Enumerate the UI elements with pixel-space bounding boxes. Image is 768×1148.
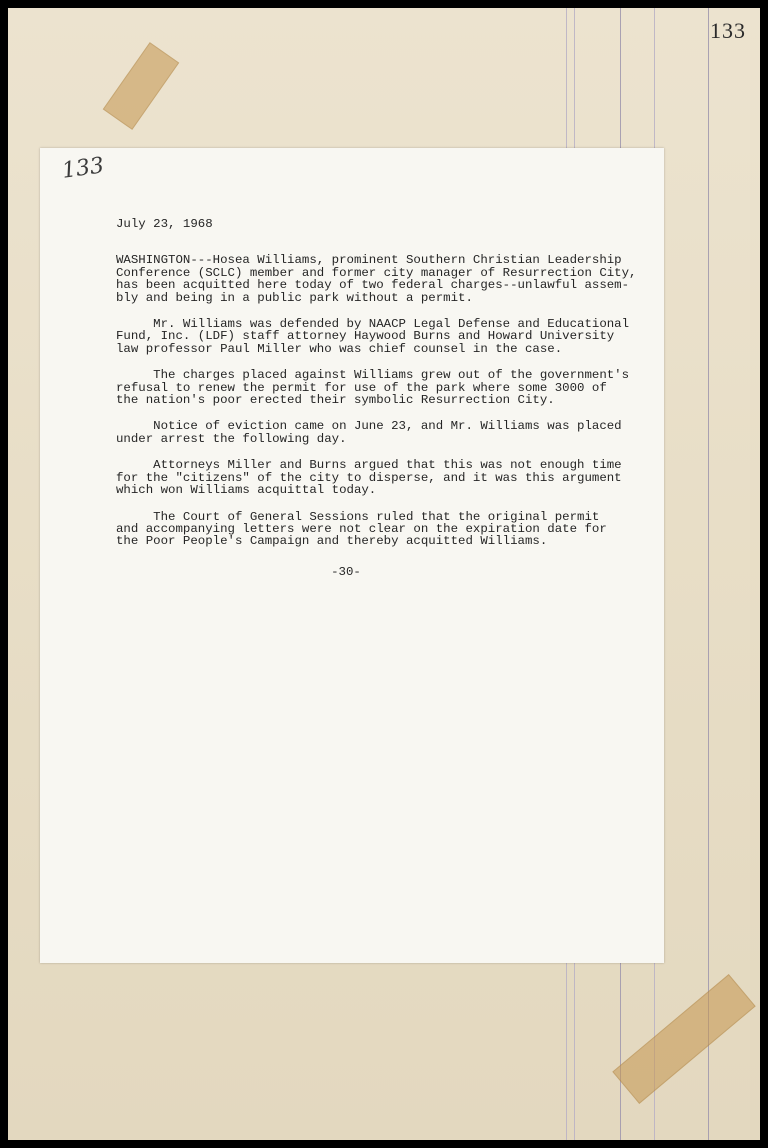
text-line: WASHINGTON---Hosea Williams, prominent Southern Christian Leadership bbox=[116, 253, 622, 268]
paragraph-4 bbox=[116, 420, 656, 445]
text-line: law professor Paul Miller who was chief counsel in the case. bbox=[116, 341, 563, 356]
end-mark: -30- bbox=[331, 564, 361, 579]
text-line: has been acquitted here today of two federal charges--unlawful assem- bbox=[116, 278, 630, 293]
text-line: The Court of General Sessions ruled that the original permit bbox=[116, 509, 600, 524]
document-body bbox=[116, 218, 656, 578]
paragraph-3 bbox=[116, 369, 656, 406]
text-line: and accompanying letters were not clear on the expiration date for bbox=[116, 521, 607, 536]
text-line: under arrest the following day. bbox=[116, 431, 347, 446]
text-line: for the "citizens" of the city to disperse, and it was this argument bbox=[116, 470, 622, 485]
text-line: The charges placed against Williams grew out of the government's bbox=[116, 368, 630, 383]
text-line: Attorneys Miller and Burns argued that this was not enough time bbox=[116, 458, 622, 473]
tape-strip bbox=[103, 42, 180, 130]
text-line: Conference (SCLC) member and former city manager of Resurrection City, bbox=[116, 265, 637, 280]
folio-number: 133 bbox=[710, 18, 746, 43]
text-line: Mr. Williams was defended by NAACP Legal Defense and Educational bbox=[116, 317, 630, 332]
paragraph-6 bbox=[116, 511, 656, 548]
paragraph-5 bbox=[116, 459, 656, 496]
tape-strip bbox=[612, 974, 755, 1104]
text-line: which won Williams acquittal today. bbox=[116, 483, 377, 498]
handwritten-page-number: 133 bbox=[60, 153, 106, 184]
document-date: July 23, 1968 bbox=[116, 217, 213, 231]
text-line: refusal to renew the permit for use of the park where some 3000 of bbox=[116, 380, 607, 395]
text-line: the Poor People's Campaign and thereby acquitted Williams. bbox=[116, 534, 548, 549]
text-line: Fund, Inc. (LDF) staff attorney Haywood Burns and Howard University bbox=[116, 329, 615, 344]
ledger-rule bbox=[708, 8, 709, 1140]
text-line: the nation's poor erected their symbolic Resurrection City. bbox=[116, 393, 555, 408]
paragraph-1 bbox=[116, 254, 656, 304]
text-line: Notice of eviction came on June 23, and Mr. Williams was placed bbox=[116, 419, 622, 434]
text-line: bly and being in a public park without a permit. bbox=[116, 290, 473, 305]
paragraph-2 bbox=[116, 318, 656, 355]
typed-letter-sheet bbox=[40, 148, 664, 963]
